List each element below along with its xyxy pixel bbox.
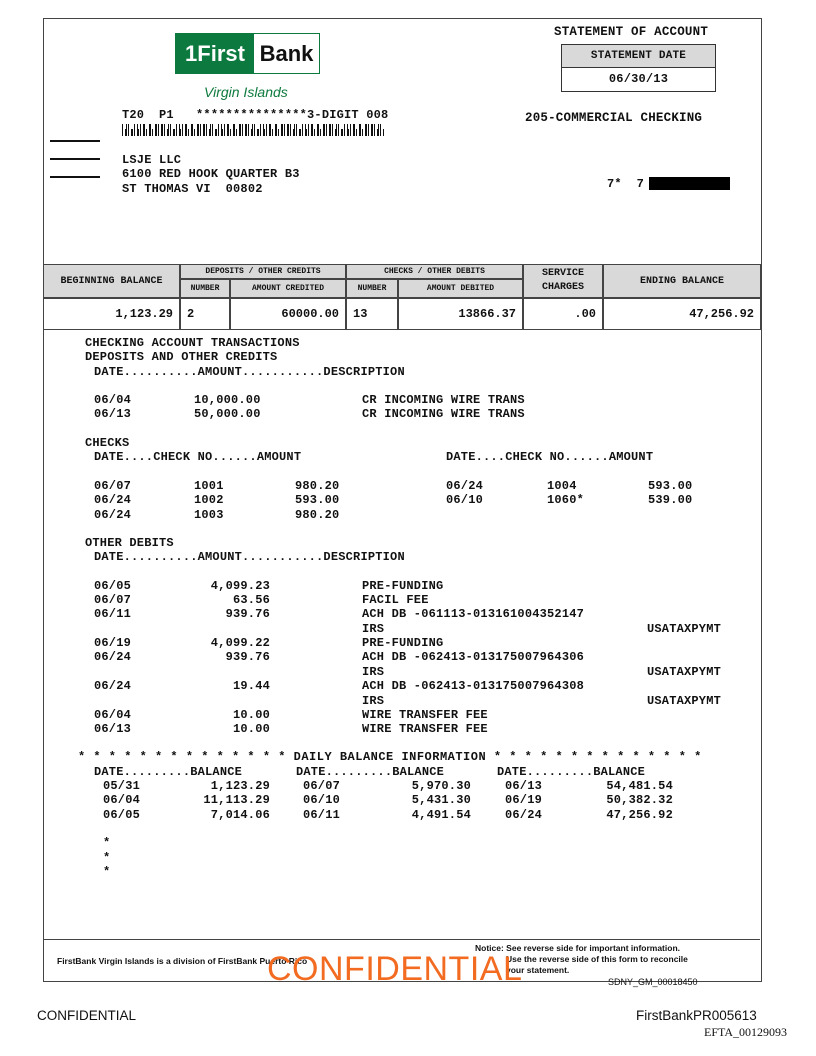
check-number: 1001 [194,479,224,493]
check-date: 06/10 [446,493,484,507]
amount-credited-header: AMOUNT CREDITED [230,279,346,298]
deposit-amount: 10,000.00 [194,393,261,407]
logo-subtitle: Virgin Islands [204,84,288,100]
check-amount: 593.00 [295,493,340,507]
daily-date: 06/10 [303,793,341,807]
debits-column-header: DATE..........AMOUNT...........DESCRIPTION [94,550,405,564]
deposit-date: 06/13 [94,407,132,421]
debit-amount: 19.44 [232,679,270,693]
deposit-description: CR INCOMING WIRE TRANS [362,407,525,421]
notice-line-3: your statement. [506,965,570,975]
checks-column-header-left: DATE....CHECK NO......AMOUNT [94,450,302,464]
amount-debited-header: AMOUNT DEBITED [398,279,523,298]
debit-amount: 10.00 [232,708,270,722]
check-date: 06/24 [446,479,484,493]
daily-date: 06/11 [303,808,341,822]
other-debits-title: OTHER DEBITS [85,536,174,550]
debit-description: WIRE TRANSFER FEE [362,722,488,736]
end-star: * [103,865,111,879]
debit-description: PRE-FUNDING [362,579,444,593]
check-amount: 593.00 [648,479,693,493]
deposits-number-value: 2 [180,298,230,330]
logo-first: 1First [176,34,254,73]
daily-balance: 1,123.29 [210,779,270,793]
debit-tag: USATAXPYMT [647,622,722,636]
statement-date-value: 06/30/13 [608,72,669,86]
daily-balance: 5,970.30 [411,779,471,793]
amount-credited-value: 60000.00 [230,298,346,330]
debit-payee: IRS [362,694,385,708]
check-amount: 980.20 [295,479,340,493]
checks-column-header-right: DATE....CHECK NO......AMOUNT [446,450,654,464]
debit-amount: 939.76 [225,650,270,664]
summary-table [43,264,761,330]
deposits-title: DEPOSITS AND OTHER CREDITS [85,350,278,364]
checks-number-value: 13 [346,298,398,330]
debit-amount: 10.00 [232,722,270,736]
debit-date: 06/24 [94,650,132,664]
debit-date: 06/04 [94,708,132,722]
daily-header-1: DATE.........BALANCE [94,765,243,779]
debit-amount: 939.76 [225,607,270,621]
debit-description: ACH DB -062413-013175007964306 [362,650,585,664]
deposit-description: CR INCOMING WIRE TRANS [362,393,525,407]
account-ref: 7* 7 [607,177,645,191]
debit-payee: IRS [362,622,385,636]
beginning-balance-value: 1,123.29 [43,298,180,330]
check-date: 06/24 [94,508,132,522]
bates-number: FirstBankPR005613 [636,1008,757,1023]
postal-barcode [122,124,384,136]
daily-date: 06/04 [103,793,141,807]
checks-title: CHECKS [85,436,130,450]
address-mark [50,140,100,142]
daily-balance: 11,113.29 [203,793,270,807]
statement-date-label: STATEMENT DATE [562,45,715,68]
amount-debited-value: 13866.37 [398,298,523,330]
notice-line-2: Use the reverse side of this form to reconcile [506,954,688,964]
account-type: 205-COMMERCIAL CHECKING [525,111,703,125]
debit-amount: 4,099.23 [210,579,270,593]
checks-header: CHECKS / OTHER DEBITS [346,264,523,279]
service-charges-header: SERVICE CHARGES [523,264,603,298]
check-number: 1060* [547,493,585,507]
debit-date: 06/07 [94,593,132,607]
debit-tag: USATAXPYMT [647,665,722,679]
daily-balance-banner: * * * * * * * * * * * * * * DAILY BALANCE INFORMATION * * * * * * * * * * * * * * [78,750,702,764]
statement-title: STATEMENT OF ACCOUNT [554,25,709,39]
redaction-bar [649,177,730,190]
firstbank-logo [175,33,320,74]
mailing-code-line: T20 P1 ***************3-DIGIT 008 [122,108,389,122]
debit-amount: 4,099.22 [210,636,270,650]
daily-date: 06/05 [103,808,141,822]
daily-balance: 54,481.54 [606,779,673,793]
footer-divider [43,939,760,940]
check-amount: 980.20 [295,508,340,522]
address-mark [50,158,100,160]
statement-date-box [561,44,716,92]
division-note: FirstBank Virgin Islands is a division of FirstBank Puerto Rico [57,956,308,966]
check-amount: 539.00 [648,493,693,507]
debit-date: 06/13 [94,722,132,736]
debit-description: ACH DB -061113-013161004352147 [362,607,585,621]
account-holder-name: LSJE LLC [122,153,182,167]
daily-date: 05/31 [103,779,141,793]
confidential-label: CONFIDENTIAL [37,1008,137,1023]
daily-date: 06/19 [505,793,543,807]
daily-date: 06/13 [505,779,543,793]
debit-payee: IRS [362,665,385,679]
debit-date: 06/05 [94,579,132,593]
debit-date: 06/19 [94,636,132,650]
check-date: 06/07 [94,479,132,493]
checks-number-header: NUMBER [346,279,398,298]
daily-balance: 5,431.30 [411,793,471,807]
end-star: * [103,836,111,850]
beginning-balance-header: BEGINNING BALANCE [43,264,180,298]
account-holder-street: 6100 RED HOOK QUARTER B3 [122,167,300,181]
debit-description: ACH DB -062413-013175007964308 [362,679,585,693]
daily-balance: 50,382.32 [606,793,673,807]
check-number: 1004 [547,479,577,493]
debit-date: 06/24 [94,679,132,693]
daily-date: 06/07 [303,779,341,793]
account-holder-city: ST THOMAS VI 00802 [122,182,263,196]
end-star: * [103,851,111,865]
confidential-stamp: CONFIDENTIAL [267,950,523,988]
logo-bank: Bank [259,40,314,66]
ending-balance-header: ENDING BALANCE [603,264,761,298]
ending-balance-value: 47,256.92 [603,298,761,330]
debit-description: FACIL FEE [362,593,429,607]
document-id: SDNY_GM_00018450 [608,977,698,987]
deposits-number-header: NUMBER [180,279,230,298]
daily-date: 06/24 [505,808,543,822]
notice-line-1: Notice: See reverse side for important information. [475,943,680,953]
daily-balance: 7,014.06 [210,808,270,822]
service-charges-value: .00 [523,298,603,330]
deposits-column-header: DATE..........AMOUNT...........DESCRIPTION [94,365,405,379]
debit-date: 06/11 [94,607,132,621]
deposits-header: DEPOSITS / OTHER CREDITS [180,264,346,279]
daily-header-3: DATE.........BALANCE [497,765,646,779]
debit-tag: USATAXPYMT [647,694,722,708]
daily-header-2: DATE.........BALANCE [296,765,445,779]
deposit-amount: 50,000.00 [194,407,261,421]
daily-balance: 47,256.92 [606,808,673,822]
check-number: 1002 [194,493,224,507]
debit-amount: 63.56 [232,593,270,607]
deposit-date: 06/04 [94,393,132,407]
transactions-title: CHECKING ACCOUNT TRANSACTIONS [85,336,300,350]
efta-number: EFTA_00129093 [704,1025,788,1039]
check-number: 1003 [194,508,224,522]
address-mark [50,176,100,178]
daily-balance: 4,491.54 [411,808,471,822]
debit-description: WIRE TRANSFER FEE [362,708,488,722]
check-date: 06/24 [94,493,132,507]
debit-description: PRE-FUNDING [362,636,444,650]
